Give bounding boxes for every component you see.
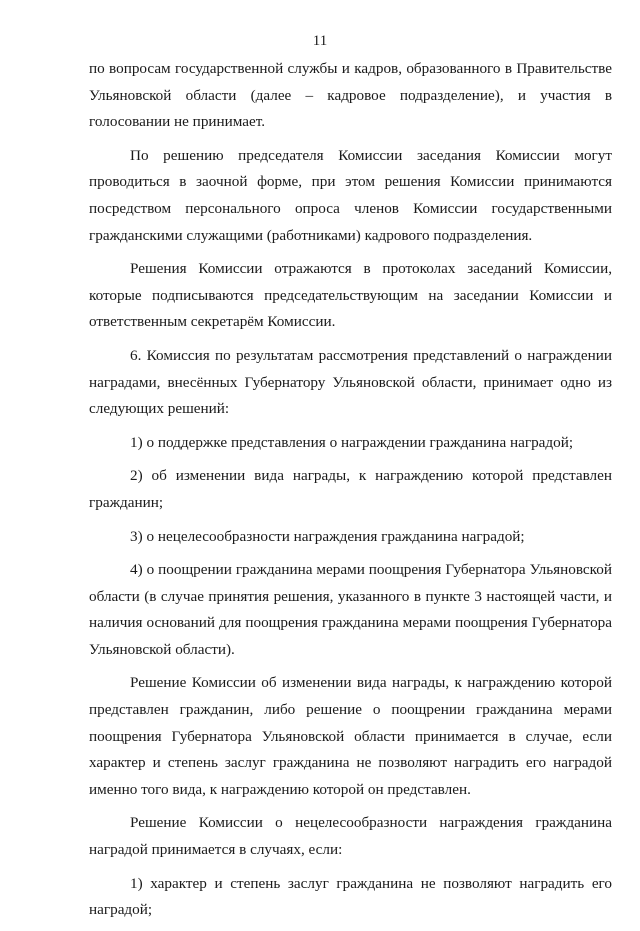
document-body [89,56,612,931]
list-item-3: 3) о нецелесообразности награждения гражданина наградой; [130,527,525,545]
paragraph-change-award: Решение Комиссии об изменении вида награды, к награждению которой представлен гражданин, либо решение о поощрении гражданина мерами поощрения Губернатора Ульяновской области принимается в случае, если характер и степень заслуг гражданина не позволяют наградить его наградой именно того вида, к награждению которой он представлен. [89,674,612,798]
page-number: 11 [312,33,328,49]
list-item-1: 1) о поддержке представления о награждении гражданина наградой; [130,433,574,451]
list-item-inexpedient-1: 1) характер и степень заслуг гражданина не позволяют наградить его наградой; [89,874,612,919]
list-item-2: 2) об изменении вида награды, к награждению которой представлен гражданин; [89,467,612,511]
list-item-4: 4) о поощрении гражданина мерами поощрения Губернатора Ульяновской области (в случае принятия решения, указанного в пункте 3 настоящей части, и наличия оснований для поощрения гражданина мерами поощрения Губернатора Ульяновской области). [89,561,612,658]
paragraph-protocols: Решения Комиссии отражаются в протоколах заседаний Комиссии, которые подписываются председательствующим на заседании Комиссии и ответственным секретарём Комиссии. [89,260,612,331]
paragraph-continuation: по вопросам государственной службы и кадров, образованного в Правительстве Ульяновской области (далее – кадровое подразделение), и участия в голосовании не принимает. [89,60,612,131]
paragraph-point-6: 6. Комиссия по результатам рассмотрения представлений о награждении наградами, внесённых Губернатору Ульяновской области, принимает одно из следующих решений: [89,346,612,418]
paragraph-inexpedient: Решение Комиссии о нецелесообразности награждения гражданина наградой принимается в случаях, если: [89,814,612,859]
paragraph-absentee-meeting: По решению председателя Комиссии заседания Комиссии могут проводиться в заочной форме, при этом решения Комиссии принимаются посредством персонального опроса членов Комиссии государственными гражданскими служащими (работниками) кадрового подразделения. [89,146,612,244]
